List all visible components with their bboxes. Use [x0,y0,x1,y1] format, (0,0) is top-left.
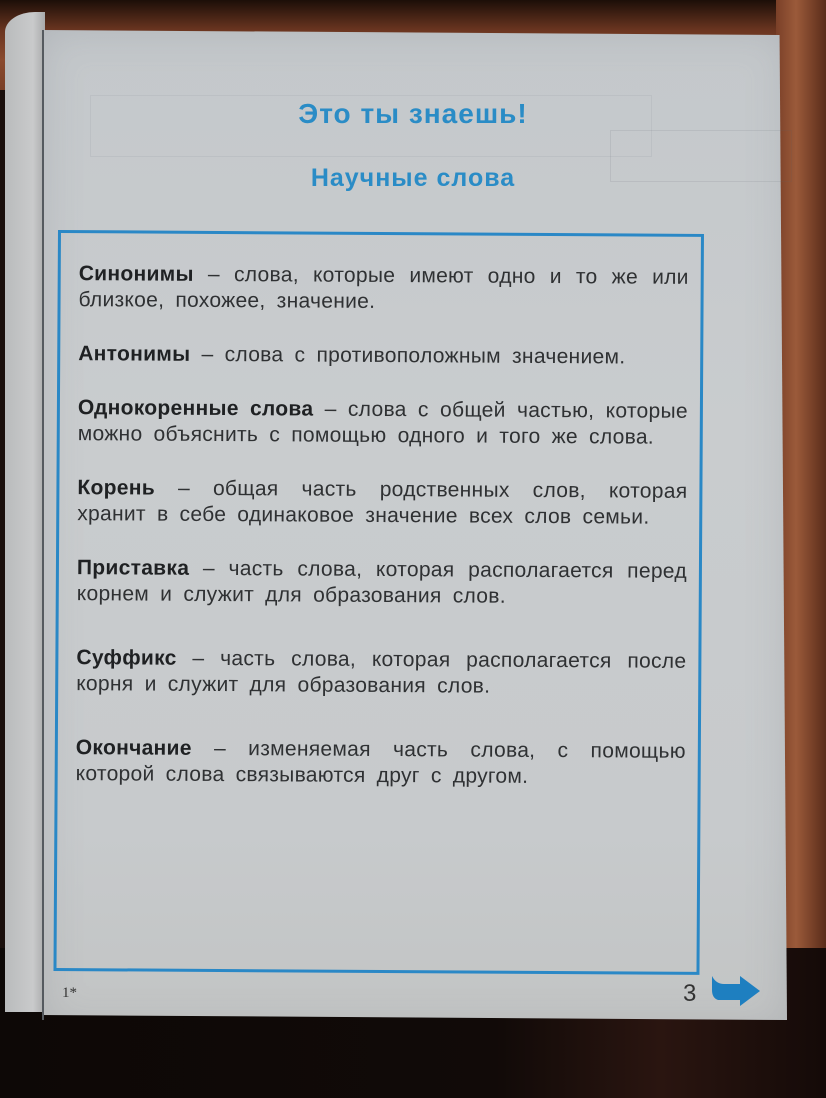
definition-ending [76,735,686,791]
definitions-list [76,261,689,791]
definition-text: – часть слова, которая располагается после корня и служит для образования слов. [76,646,687,698]
definition-term: Окончание [75,736,192,760]
definition-text: – слова с противоположным значением. [190,342,626,369]
definition-text: – общая часть родственных слов, которая хранит в себе одинаковое значение всех слов семьи. [77,476,688,529]
definitions-box [53,230,704,975]
definition-term: Суффикс [76,646,177,670]
arrow-right-icon[interactable] [710,974,762,1008]
definition-text: – часть слова, которая располагается перед корнем и служит для образования слов. [76,556,687,608]
definition-synonyms [78,261,688,317]
page-subtitle: Научные слова [310,164,516,192]
definition-antonyms [78,341,688,371]
definition-text: – изменяемая часть слова, с помощью которой слова связываются друг с другом. [75,736,686,788]
definition-text: – слова с общей частью, которые можно объяснить с помощью одного и того же слова. [77,397,688,449]
definition-cognates [78,395,688,451]
definition-term: Корень [77,476,156,500]
definition-term: Однокоренные слова [77,396,314,421]
definition-term: Антонимы [78,342,191,366]
definition-root [77,475,687,531]
definition-term: Синонимы [78,262,194,286]
printer-signature: 1* [62,985,77,1001]
definition-suffix [76,645,686,701]
definition-prefix [77,555,687,611]
definition-term: Приставка [76,556,190,580]
page-title: Это ты знаешь! [298,98,528,129]
definition-text: – слова, которые имеют одно и то же или близкое, похожее, значение. [78,262,689,313]
facing-page-edge [5,12,45,1012]
page-number: 3 [683,980,697,1007]
